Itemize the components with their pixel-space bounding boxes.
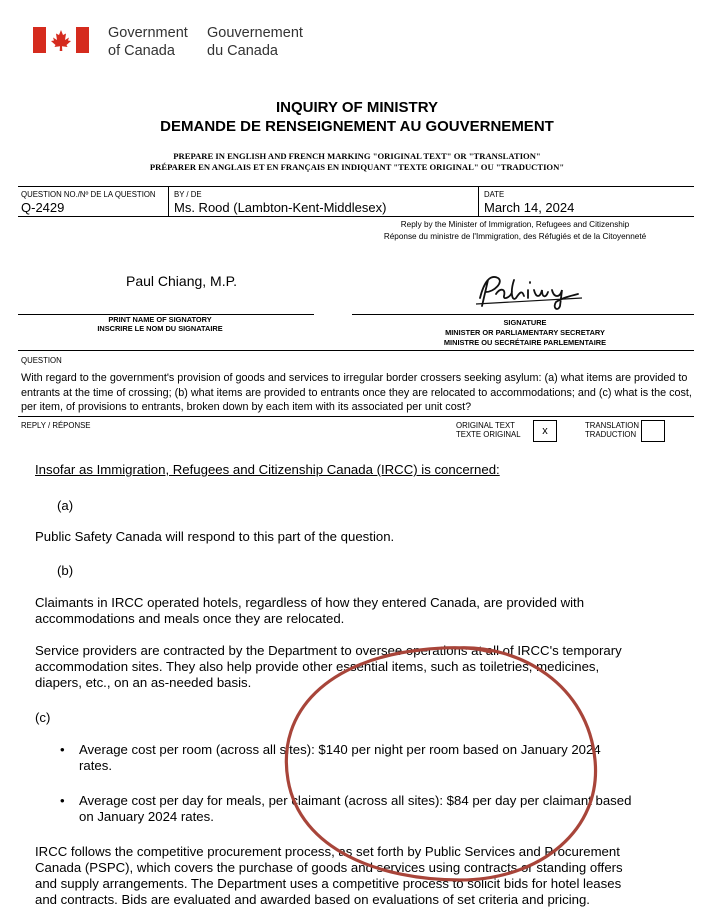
title-en: INQUIRY OF MINISTRY (276, 99, 438, 116)
part-c-label: (c) (35, 710, 51, 725)
b-p1-line-2: accommodations and meals once they are relocated. (35, 611, 345, 626)
bullet-1-line-1: Average cost per room (across all sites): $140 per night per room based on January 2024 (79, 742, 601, 757)
question-text (21, 371, 692, 415)
translation-label-en: TRANSLATION (585, 421, 640, 430)
gov-en-line1: Government (108, 25, 188, 41)
sig-label-2: MINISTER OR PARLIAMENTARY SECRETARY (445, 328, 605, 337)
bullet-1-line-2: rates. (79, 758, 112, 773)
by-label: BY / DE (174, 190, 202, 199)
gov-fr-line1: Gouvernement (207, 25, 303, 41)
final-paragraph (35, 844, 623, 908)
bullet-2-line-1: Average cost per day for meals, per claimant (across all sites): $84 per day per claimant based (79, 793, 632, 808)
question-bottom-border (18, 416, 694, 417)
bullet-1-text (79, 742, 601, 774)
translation-label (585, 421, 639, 439)
print-label-fr: INSCRIRE LE NOM DU SIGNATAIRE (97, 324, 223, 333)
question-no-value: Q-2429 (21, 200, 65, 215)
b-p1-line-1: Claimants in IRCC operated hotels, regardless of how they entered Canada, are provided with (35, 595, 585, 610)
translation-checkbox[interactable] (641, 420, 665, 442)
title-fr: DEMANDE DE RENSEIGNEMENT AU GOUVERNEMENT (160, 118, 554, 135)
question-top-border (18, 350, 694, 351)
b-p2-line-3: diapers, etc., on an as-needed basis. (35, 675, 252, 690)
signatory-name: Paul Chiang, M.P. (126, 273, 238, 289)
bullet-1-dot: • (60, 742, 65, 757)
reply-label: REPLY / RÉPONSE (21, 421, 91, 430)
bullet-2-text (79, 793, 631, 825)
original-label-fr: TEXTE ORIGINAL (456, 430, 521, 439)
table-row-border (18, 216, 694, 217)
date-value: March 14, 2024 (484, 200, 575, 215)
sig-label-1: SIGNATURE (503, 318, 547, 327)
signature-line (352, 314, 694, 315)
instructions-fr: PRÉPARER EN ANGLAIS ET EN FRANÇAIS EN INDIQUANT "TEXTE ORIGINAL" OU "TRADUCTION" (149, 162, 565, 172)
sig-label-3: MINISTRE OU SECRÉTAIRE PARLEMENTAIRE (443, 338, 607, 347)
print-label-en: PRINT NAME OF SIGNATORY (108, 315, 212, 324)
final-line-1: IRCC follows the competitive procurement process, as set forth by Public Services and Procurement (35, 844, 620, 859)
question-line-1: With regard to the government's provision of goods and services to irregular border crossers seeking asylum: (a) what items are provided to (21, 372, 688, 384)
question-line-2: entrants at the time of crossing; (b) what items are provided to entrants once they are relocated to accommodations; and (c) what is the cost, (21, 386, 692, 399)
question-no-label: QUESTION NO./Nº DE LA QUESTION (21, 190, 156, 199)
instructions-en: PREPARE IN ENGLISH AND FRENCH MARKING "ORIGINAL TEXT" OR "TRANSLATION" (173, 151, 541, 161)
final-line-3: and supply arrangements. The Department uses a competitive process to solicit bids for hotel leases (35, 876, 622, 891)
bullet-2-dot: • (60, 793, 65, 808)
table-top-border (18, 186, 694, 187)
b-p2-line-1: Service providers are contracted by the Department to oversee operations at all of IRCC's temporary (35, 643, 622, 658)
by-value: Ms. Rood (Lambton-Kent-Middlesex) (174, 200, 387, 215)
col-divider-2 (478, 186, 479, 217)
date-label: DATE (484, 190, 505, 199)
gov-en-wordmark (108, 24, 188, 60)
part-b-paragraph-1 (35, 595, 584, 627)
col-divider-1 (168, 186, 169, 217)
part-b-paragraph-2 (35, 643, 622, 691)
gov-fr-wordmark (207, 24, 303, 60)
original-label-en: ORIGINAL TEXT (456, 421, 515, 430)
translation-label-fr: TRADUCTION (585, 430, 637, 439)
reply-by-en: Reply by the Minister of Immigration, Refugees and Citizenship (400, 220, 630, 229)
original-text-checkbox[interactable]: x (533, 420, 557, 442)
part-a-label: (a) (57, 498, 74, 513)
b-p2-line-2: accommodation sites. They also help provide other essential items, such as toiletries, medicines, (35, 659, 600, 674)
part-b-label: (b) (57, 563, 74, 578)
gov-fr-line2: du Canada (207, 43, 278, 59)
gov-en-line2: of Canada (108, 43, 175, 59)
final-line-2: Canada (PSPC), which covers the purchase of goods and services using contracts or standing offers (35, 860, 623, 875)
bullet-2-line-2: on January 2024 rates. (79, 809, 214, 824)
reply-by-fr: Réponse du ministre de l'Immigration, des Réfugiés et de la Citoyenneté (383, 232, 647, 241)
part-a-text: Public Safety Canada will respond to this part of the question. (35, 529, 395, 544)
question-line-3: per item, of provisions to entrants, broken down by each item with its associated per unit cost? (21, 401, 472, 414)
canada-flag-icon (33, 27, 89, 53)
original-text-label (456, 421, 521, 439)
question-label: QUESTION (21, 356, 62, 365)
answer-intro: Insofar as Immigration, Refugees and Citizenship Canada (IRCC) is concerned: (35, 462, 500, 477)
signature-image (470, 268, 590, 312)
final-line-4: and contracts. Bids are evaluated and awarded based on evaluations of set criteria and pricing. (35, 892, 590, 907)
